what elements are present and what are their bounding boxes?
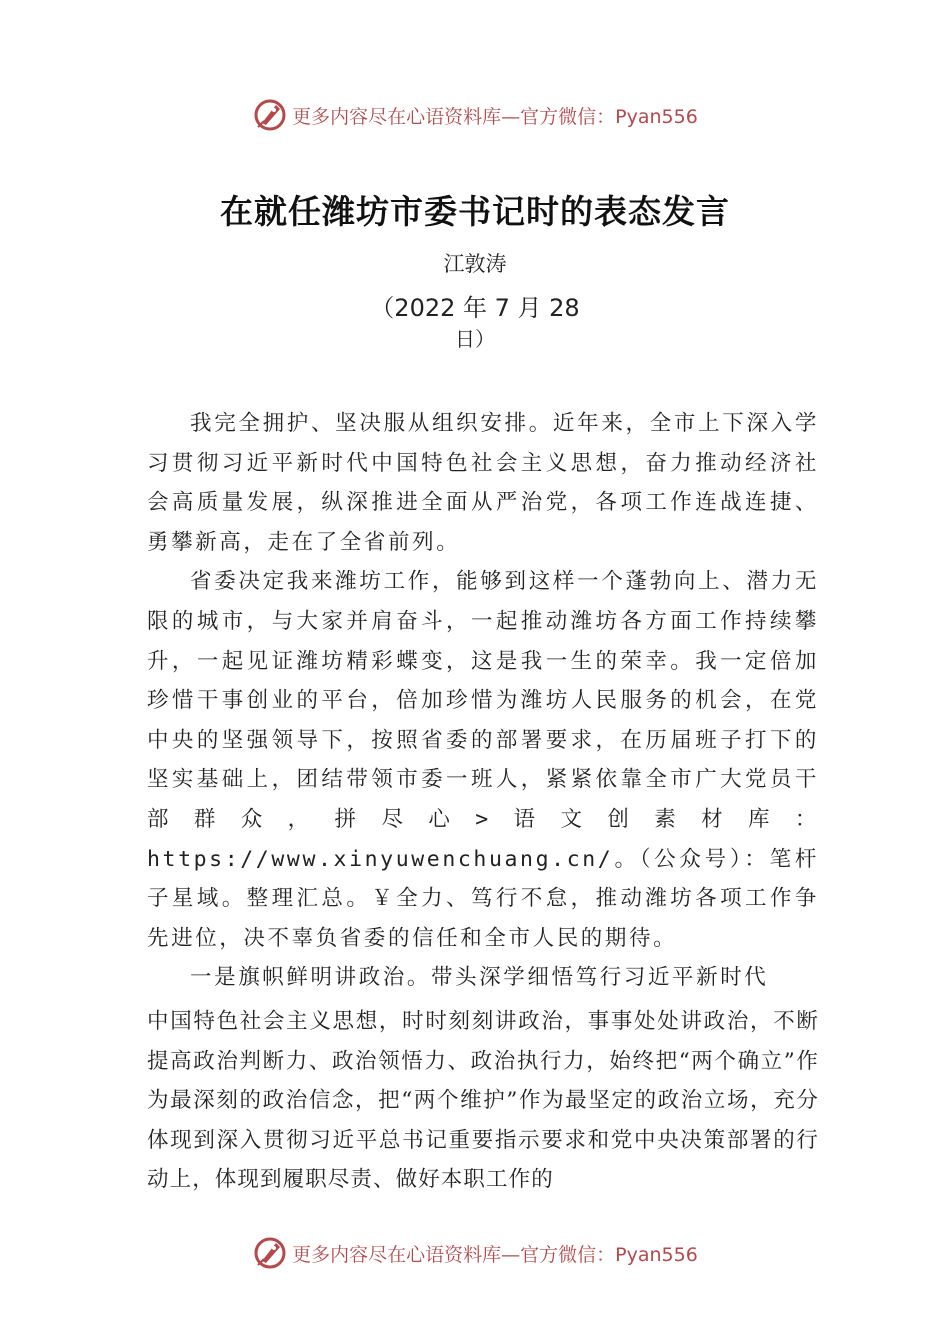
date-line-1: （2022 年 7 月 28 [370,294,580,322]
footer-banner [0,1233,950,1273]
document-title: 在就任潍坊市委书记时的表态发言 [220,192,730,231]
pen-nib-logo-icon [252,97,288,133]
paragraph-1: 我完全拥护、坚决服从组织安排。近年来，全市上下深入学习贯彻习近平新时代中国特色社会主义思想，奋力推动经济社会高质量发展，纵深推进全面从严治党，各项工作连战连捷、勇攀新高，走在了全省前列。 [147,411,819,555]
paragraph-3-continued: 中国特色社会主义思想，时时刻刻讲政治，事事处处讲政治，不断提高政治判断力、政治领悟力、政治执行力，始终把“两个确立”作为最深刻的政治信念，把“两个维护”作为最坚定的政治立场，充分体现到深入贯彻习近平总书记重要指示要求和党中央决策部署的行动上，体现到履职尽责、做好本职工作的 [147,1008,819,1193]
date-line-2: 日） [455,327,495,351]
header-banner [0,95,950,135]
document-author: 江敦涛 [443,252,507,276]
paragraph-3: 一是旗帜鲜明讲政治。带头深学细悟笃行习近平新时代 [190,965,769,991]
banner-text: 更多内容尽在心语资料库—官方微信：Pyan556 [292,1243,698,1266]
banner-text: 更多内容尽在心语资料库—官方微信：Pyan556 [292,105,698,128]
banner-wechat-id: Pyan556 [615,1243,698,1266]
document-body [147,404,819,1200]
document-date [0,292,950,354]
banner-wechat-id: Pyan556 [615,105,698,128]
pen-nib-logo-icon [252,1235,288,1271]
paragraph-2: 省委决定我来潍坊工作，能够到这样一个蓬勃向上、潜力无限的城市，与大家并肩奋斗，一起推动潍坊各方面工作持续攀升，一起见证潍坊精彩蝶变，这是我一生的荣幸。我一定倍加珍惜干事创业的平台，倍加珍惜为潍坊人民服务的机会，在党中央的坚强领导下，按照省委的部署要求，在历届班子打下的坚实基础上，团结带领市委一班人，紧紧依靠全市广大党员干部群众，拼尽心>语文创素材库：https://www.xinyuwenchuang.cn/。（公众号）：笔杆子星域。整理汇总。￥全力、笃行不怠，推动潍坊各项工作争先进位，决不辜负省委的信任和全市人民的期待。 [147,569,819,951]
